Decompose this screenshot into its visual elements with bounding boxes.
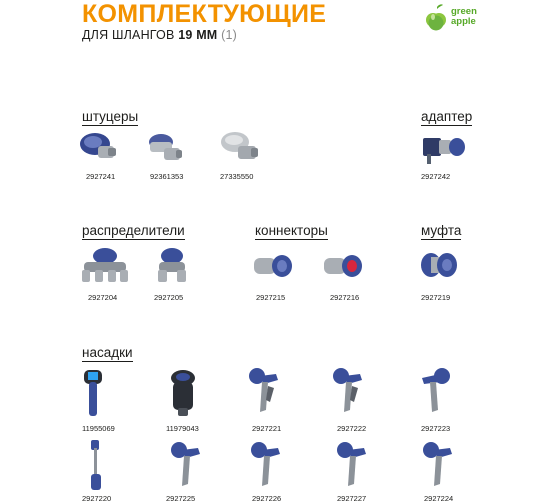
adapter-icon	[421, 128, 467, 168]
spray-gun-icon	[168, 440, 204, 492]
spray-gun-icon	[334, 440, 370, 492]
section-nasadki-heading: насадки	[82, 345, 133, 360]
connector-icon	[252, 250, 294, 282]
subtitle-note: (1)	[221, 28, 237, 42]
product-code: 2927242	[421, 172, 451, 181]
section-raspredeliteli-heading: распределители	[82, 223, 185, 238]
product-code: 2927224	[424, 494, 454, 503]
section-konnektory-heading: коннекторы	[255, 223, 328, 238]
product-code: 2927215	[256, 293, 286, 302]
product-code: 2927221	[252, 424, 282, 433]
spray-gun-icon	[246, 366, 282, 418]
page-subtitle	[82, 28, 237, 42]
coupling-icon	[419, 248, 459, 282]
fitting-grey-icon	[218, 130, 262, 168]
product-code: 2927204	[88, 293, 118, 302]
spray-nozzle-straight-icon	[78, 368, 108, 420]
spray-gun-icon	[248, 440, 284, 492]
spray-wand-icon	[88, 438, 118, 494]
product-code: 2927216	[330, 293, 360, 302]
product-code: 2927227	[337, 494, 367, 503]
product-code: 27335550	[220, 172, 254, 181]
product-code: 92361353	[150, 172, 184, 181]
section-adapter-heading: адаптер	[421, 109, 473, 124]
section-shtutsery-heading: штуцеры	[82, 109, 139, 124]
product-code: 2927220	[82, 494, 112, 503]
subtitle-prefix: ДЛЯ ШЛАНГОВ	[82, 28, 175, 42]
fitting-blue-grey-icon	[146, 132, 186, 168]
spray-gun-icon	[418, 366, 454, 418]
product-code: 2927223	[421, 424, 451, 433]
fitting-blue-icon	[78, 130, 118, 168]
page-title: КОМПЛЕКТУЮЩИЕ	[82, 0, 327, 28]
product-code: 2927205	[154, 293, 184, 302]
product-code: 11979043	[166, 424, 199, 433]
product-code: 2927226	[252, 494, 282, 503]
spray-gun-icon	[420, 440, 456, 492]
product-code: 2927222	[337, 424, 367, 433]
product-code: 2927225	[166, 494, 196, 503]
spray-nozzle-barrel-icon	[168, 368, 198, 420]
product-code: 11955069	[82, 424, 115, 433]
section-mufta-heading: муфта	[421, 223, 462, 238]
connector-stop-icon	[322, 250, 364, 282]
distributor-two-way-icon	[154, 246, 190, 286]
product-code: 2927219	[421, 293, 451, 302]
spray-gun-icon	[330, 366, 366, 418]
logo-wordmark: green apple	[451, 6, 477, 27]
product-code: 2927241	[86, 172, 116, 181]
distributor-four-way-icon	[78, 246, 132, 286]
subtitle-size: 19 ММ	[178, 28, 218, 42]
